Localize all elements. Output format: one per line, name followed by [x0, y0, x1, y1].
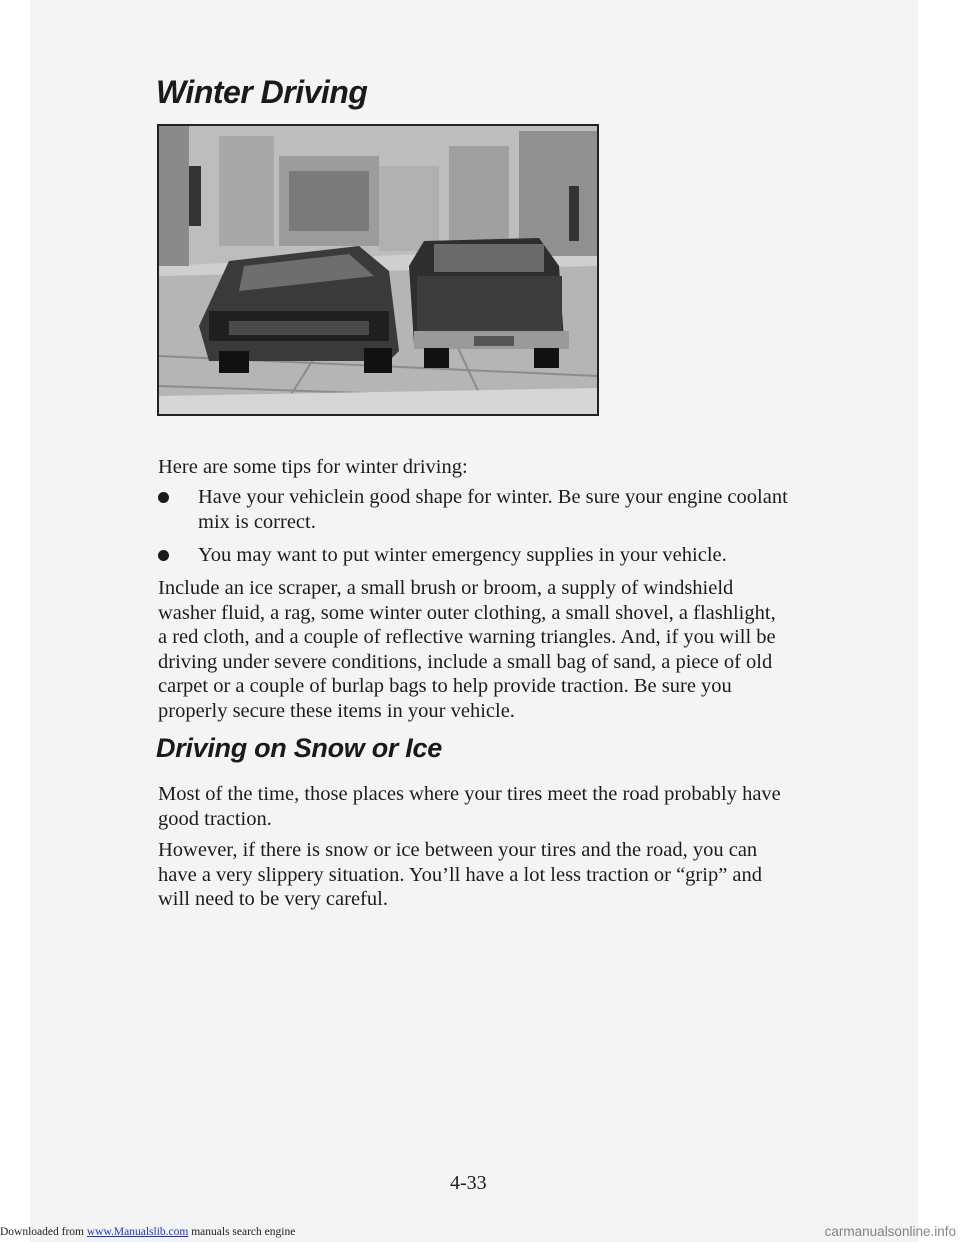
intro-text: Here are some tips for winter driving: — [158, 456, 468, 478]
paragraph-line: Include an ice scraper, a small brush or broom, a supply of windshield — [158, 577, 734, 599]
paragraph-line: However, if there is snow or ice between your tires and the road, you can — [158, 839, 758, 861]
page-number: 4-33 — [450, 1172, 487, 1194]
bullet-dot-icon — [158, 550, 169, 561]
footer-prefix: Downloaded from — [0, 1226, 87, 1238]
paragraph-line: Most of the time, those places where your tires meet the road probably have — [158, 783, 781, 805]
paragraph-line: carpet or a couple of burlap bags to help provide traction. Be sure you — [158, 675, 732, 698]
paragraph-line: good traction. — [158, 807, 272, 830]
traction-paragraph — [158, 782, 838, 831]
paragraph-line: will need to be very careful. — [158, 888, 388, 911]
manualslib-link[interactable]: www.Manualslib.com — [86, 1226, 189, 1238]
paragraph-line: have a very slippery situation. You’ll have a lot less traction or “grip” and — [158, 863, 763, 886]
winter-street-scene-image — [159, 126, 597, 414]
download-footer — [0, 1226, 295, 1238]
watermark-text: carmanualsonline.info — [824, 1224, 956, 1239]
footer-suffix: manuals search engine — [188, 1226, 296, 1238]
bullet-item — [158, 543, 838, 569]
bullet-text-line: mix is correct. — [198, 510, 316, 533]
paragraph-line: a red cloth, and a couple of reflective warning triangles. And, if you will be — [158, 626, 776, 649]
paragraph-line: properly secure these items in your vehicle. — [158, 699, 515, 722]
bullet-text-line: You may want to put winter emergency supplies in your vehicle. — [198, 544, 727, 566]
paragraph-line: washer fluid, a rag, some winter outer clothing, a small shovel, a flashlight, — [158, 601, 776, 624]
paragraph-line: driving under severe conditions, include a small bag of sand, a piece of old — [158, 650, 773, 673]
slippery-paragraph — [158, 838, 838, 912]
bullet-item — [158, 485, 838, 535]
winter-driving-illustration — [157, 124, 599, 416]
bullet-dot-icon — [158, 492, 169, 503]
supplies-paragraph — [158, 576, 838, 724]
bullet-text-line: Have your vehiclein good shape for winter. Be sure your engine coolant — [198, 486, 788, 508]
section-heading: Winter Driving — [156, 74, 368, 110]
subsection-heading: Driving on Snow or Ice — [156, 733, 442, 763]
